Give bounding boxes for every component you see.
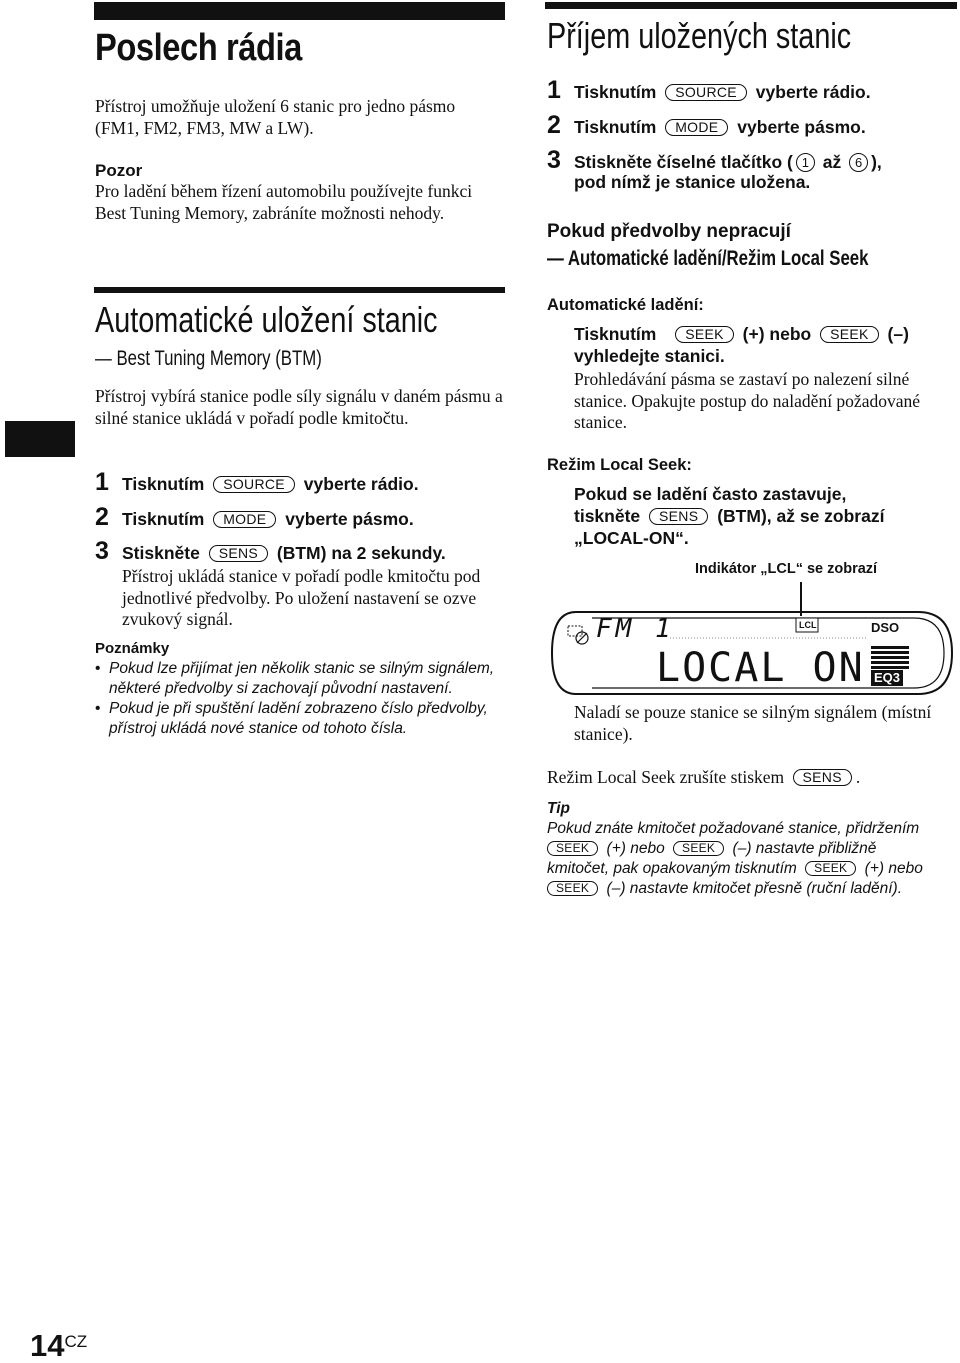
local-instruction-line1: Pokud se ladění často zastavuje, [574,484,847,504]
local-cancel: Režim Local Seek zrušíte stiskem SENS . [547,767,861,787]
mode-key[interactable]: MODE [213,511,276,528]
preset-6-key[interactable]: 6 [849,153,868,172]
notes-list [95,659,500,739]
page-number: $14^{CZ}$ [30,1328,88,1363]
recall-step-3: 3 Stiskněte číselné tlačítko ( 1 až 6 ), [547,146,882,174]
presets-subheading: — Automatické ladění/Režim Local Seek [547,247,869,270]
recall-step-1: 1 Tisknutím SOURCE vyberte rádio. [547,76,871,104]
right-title-rule [545,2,957,9]
sens-key[interactable]: SENS [209,545,268,562]
tip-text: Pokud znáte kmitočet požadované stanice, přidržením SEEK (+) nebo SEEK (–) nastavte přibližně kmitočet, pak opakovaným tisknutím SEEK (+) nebo SEEK (–) nastavte kmitočet přesně (ruční ladění). [547,820,923,897]
auto-instruction: Tisknutím SEEK (+) nebo SEEK (–) [574,324,909,344]
local-heading: Režim Local Seek: [547,456,692,474]
lcd-lcl-indicator: LCL [799,620,817,630]
section-title: Automatické uložení stanic [95,299,438,340]
step3-detail: Přístroj ukládá stanice v pořadí podle kmitočtu pod jednotlivé předvolby. Po uložení nastavení se ozve zvukový signál. [122,566,481,629]
section-subtitle: — Best Tuning Memory (BTM) [95,347,322,370]
seek-minus-key[interactable]: SEEK [820,326,879,343]
local-result: Naladí se pouze stanice se silným signálem (místní stanice). [574,702,932,744]
auto-text: Prohledávání pásma se zastaví po nalezení silné stanice. Opakujte postup do naladění požadované stanice. [574,369,921,432]
sens-key[interactable]: SENS [793,769,852,786]
btm-step-1: 1 Tisknutím SOURCE vyberte rádio. [95,468,419,496]
lcd-display [548,608,956,698]
mode-key[interactable]: MODE [665,119,728,136]
right-title: Příjem uložených stanic [547,15,852,56]
notes-heading: Poznámky [95,640,170,657]
local-instruction-line3: „LOCAL-ON“. [574,528,689,548]
side-tab [5,421,75,457]
lcd-eq-indicator: EQ3 [871,670,903,686]
seek-minus-key[interactable]: SEEK [673,841,724,856]
list-item: • Pokud lze přijímat jen několik stanic se silným signálem, některé předvolby si zachovají původní nastavení. [95,660,495,697]
source-key[interactable]: SOURCE [665,84,747,101]
section-intro: Přístroj vybírá stanice podle síly signálu v daném pásmu a silné stanice ukládá v pořadí podle kmitočtu. [95,386,503,428]
sens-key[interactable]: SENS [649,508,708,525]
recall-step-3-line2: pod nímž je stanice uložena. [574,172,811,192]
lcd-band-text: FM 1 [596,614,675,644]
presets-heading: Pokud předvolby nepracují [547,221,791,242]
caution-text: Pro ladění během řízení automobilu používejte funkci Best Tuning Memory, zabráníte možnosti nehody. [95,181,473,223]
seek-plus-key[interactable]: SEEK [547,841,598,856]
btm-step-2: 2 Tisknutím MODE vyberte pásmo. [95,503,414,531]
btm-step-3: 3 Stiskněte SENS (BTM) na 2 sekundy. [95,537,446,565]
seek-plus-key[interactable]: SEEK [675,326,734,343]
page-title: Poslech rádia [95,27,302,69]
indicator-label: Indikátor „LCL“ se zobrazí [695,561,878,577]
local-instruction-line2: tiskněte SENS (BTM), až se zobrazí [574,506,885,526]
auto-heading: Automatické ladění: [547,296,704,314]
source-key[interactable]: SOURCE [213,476,295,493]
section-rule [94,287,505,293]
lcd-dso-indicator: DSO [871,620,900,635]
preset-1-key[interactable]: 1 [796,153,815,172]
list-item: • Pokud je při spuštění ladění zobrazeno číslo předvolby, přístroj ukládá nové stanice od tohoto čísla. [95,700,488,737]
lcd-main-text: LOCAL ON [656,645,865,691]
intro-text: Přístroj umožňuje uložení 6 stanic pro jedno pásmo (FM1, FM2, FM3, MW a LW). [95,96,456,138]
seek-plus-key[interactable]: SEEK [805,861,856,876]
tip-heading: Tip [547,800,570,817]
caution-heading: Pozor [95,161,143,180]
auto-instruction-line2: vyhledejte stanici. [574,346,725,366]
title-rule [94,2,505,20]
recall-step-2: 2 Tisknutím MODE vyberte pásmo. [547,111,866,139]
seek-minus-key[interactable]: SEEK [547,881,598,896]
